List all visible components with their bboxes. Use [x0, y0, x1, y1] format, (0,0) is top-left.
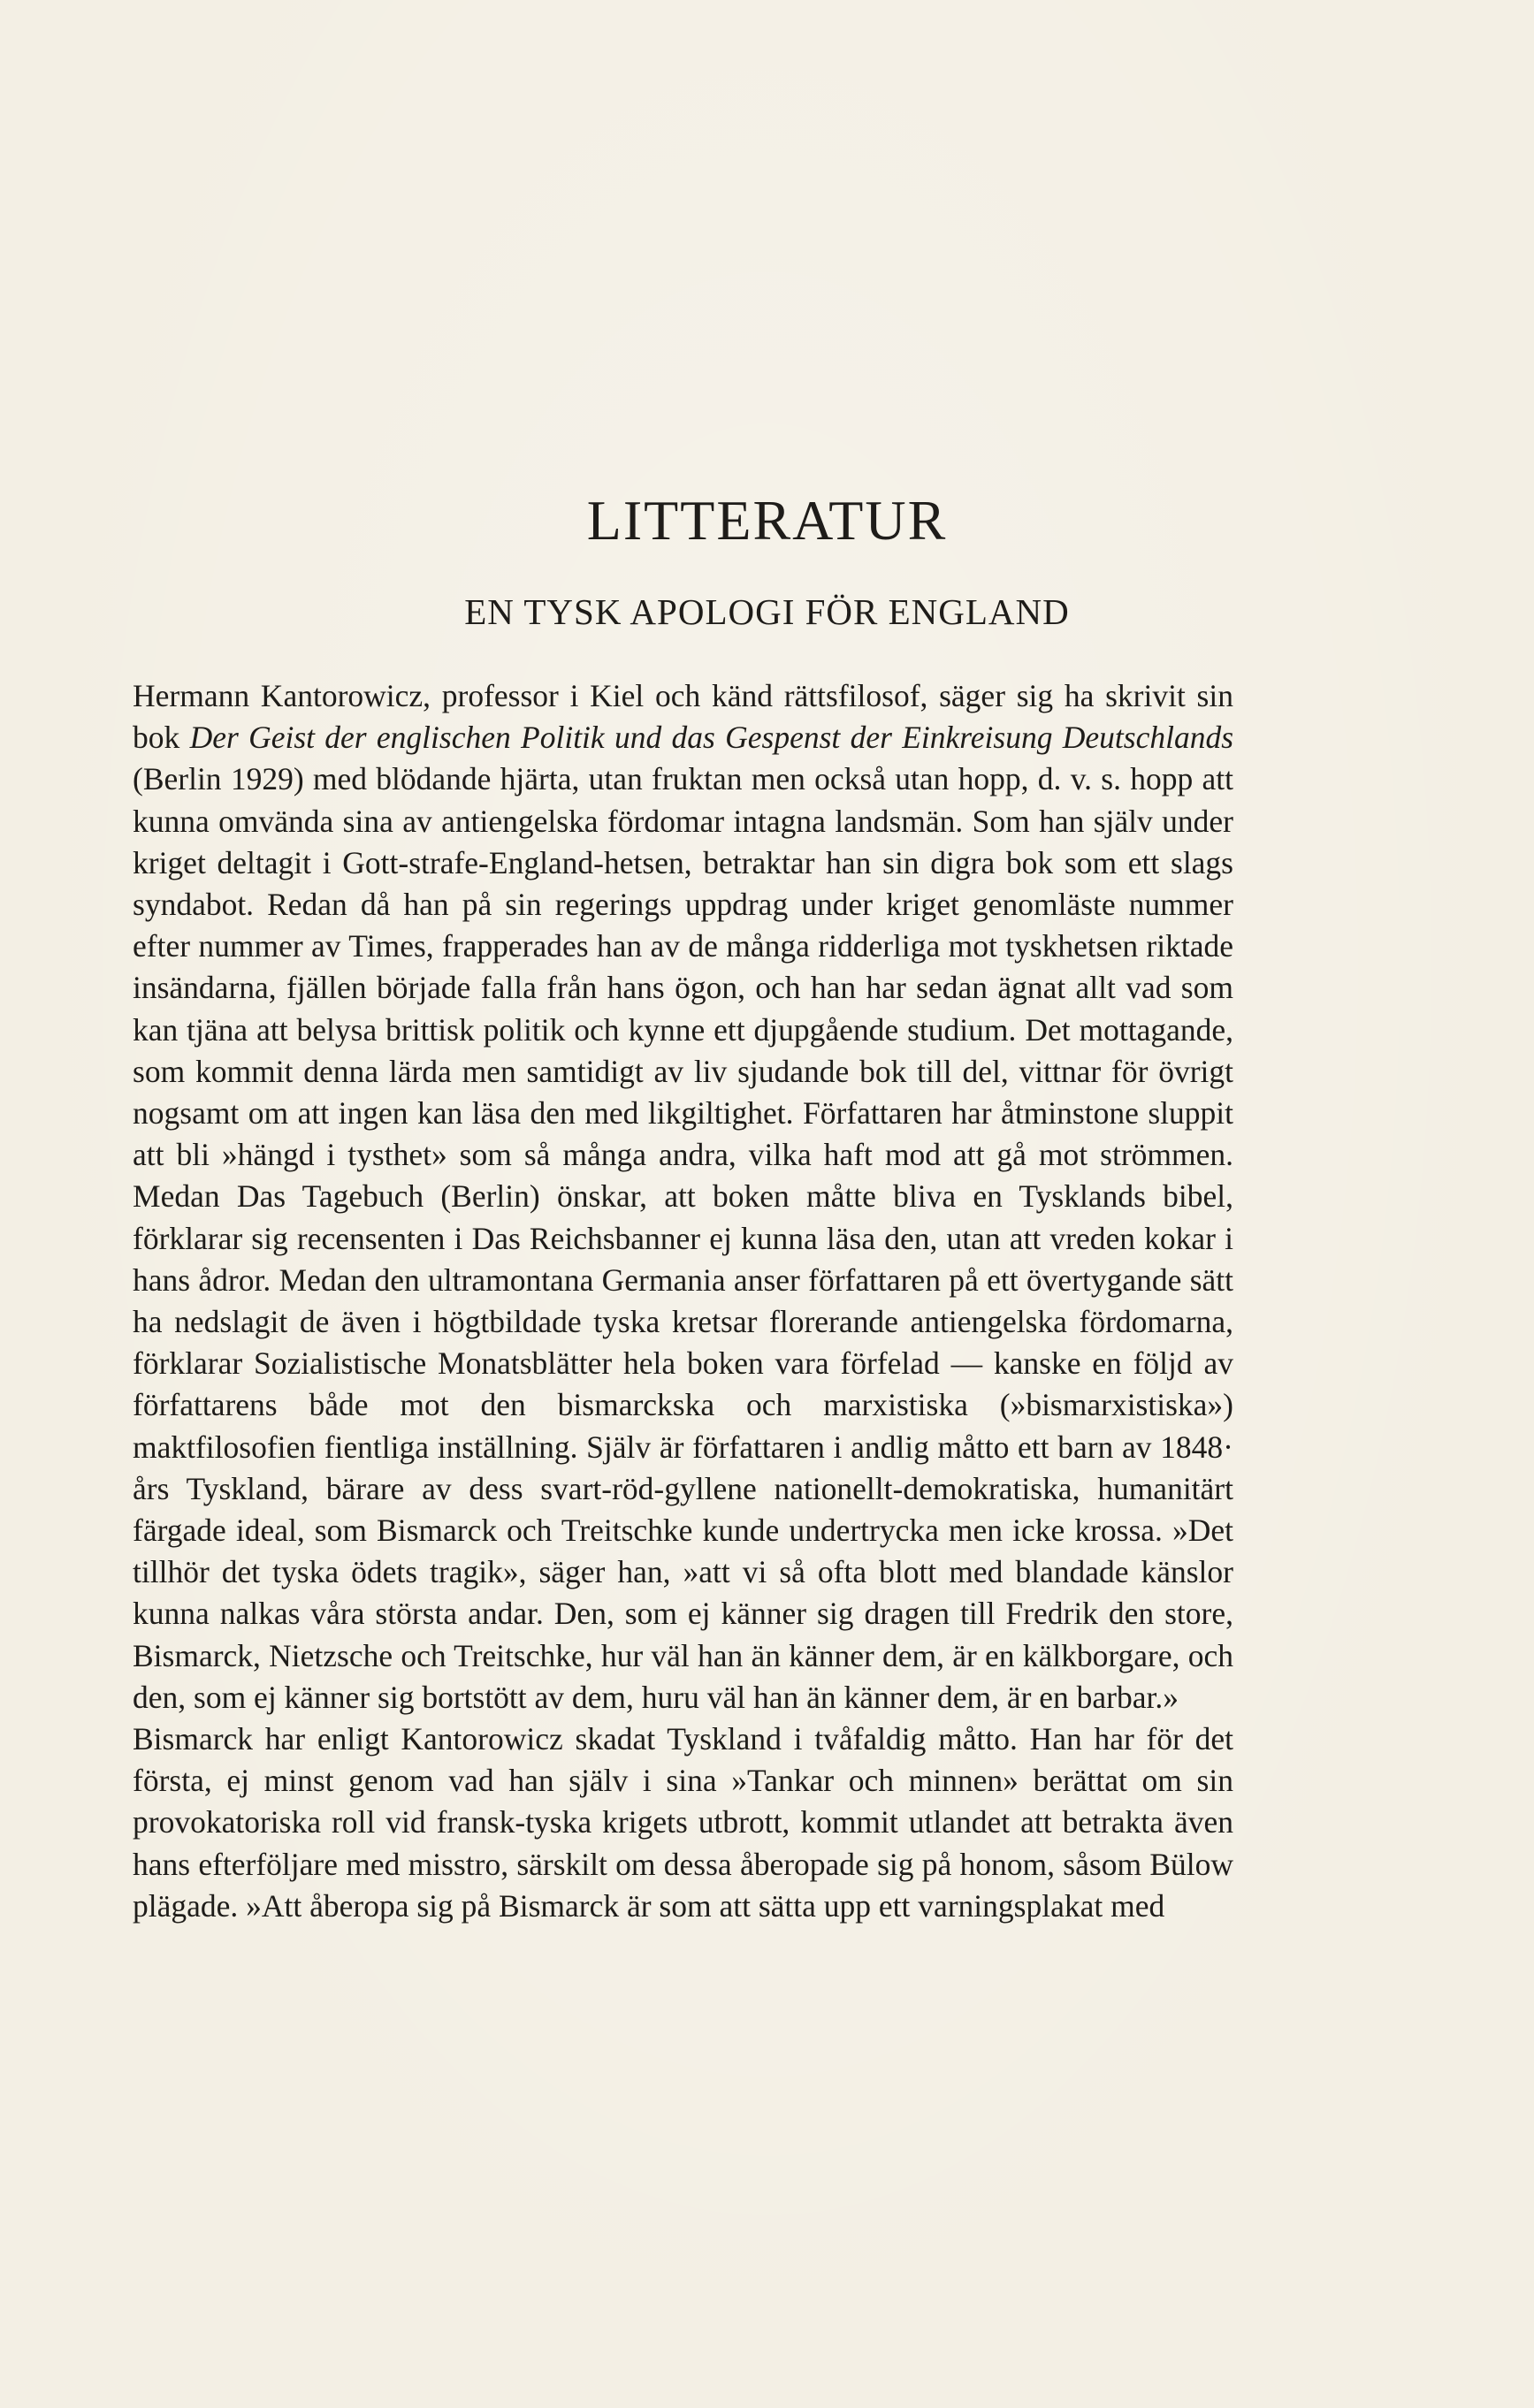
text-run: Bismarck har enligt Kantorowicz skadat Tyskland i tvåfaldig måtto. Han har för det första, ej minst genom vad han själv i sina »Tankar och minnen» berättat om sin provokatoriska roll vid fransk-tyska krigets utbrott, kommit utlandet att betrakta även hans efterföljare med misstro, särskilt om dessa åberopade sig på honom, såsom Bülow plägade. »Att åberopa sig på Bismarck är som att sätta upp ett varningsplakat med: [133, 1721, 1233, 1924]
text-run: (Berlin 1929) med blödande hjärta, utan fruktan men också utan hopp, d. v. s. hopp att kunna omvända sina av antiengelska fördomar intagna landsmän. Som han själv under kriget deltagit i Gott-strafe-England-hetsen, betraktar han sin digra bok som ett slags syndabot. Redan då han på sin regerings uppdrag under kriget genomläste nummer efter nummer av Times, frapperades han av de många ridderliga mot tyskhetsen riktade insändarna, fjällen började falla från hans ögon, och han har sedan ägnat allt vad som kan tjäna att belysa brittisk politik och kynne ett djupgående studium. Det mottagande, som kommit denna lärda men samtidigt av liv sjudande bok till del, vittnar för övrigt nogsamt om att ingen kan läsa den med likgiltighet. Författaren har åtminstone sluppit att bli »hängd i tysthet» som så många andra, vilka haft mod att gå mot strömmen. Medan Das Tagebuch (Berlin) önskar, att boken måtte bliva en Tysklands bibel, förklarar sig recensenten i Das Reichsbanner ej kunna läsa den, utan att vreden kokar i hans ådror. Medan den ultramontana Germania anser författaren på ett övertygande sätt ha nedslagit de även i högtbildade tyska kretsar florerande antiengelska fördomarna, förklarar Sozialistische Monatsblätter hela boken vara förfelad — kanske en följd av författarens både mot den bismarckska och marxistiska (»bismarxistiska») maktfilosofien fientliga inställning. Själv är författaren i andlig måtto ett barn av 1848· års Tyskland, bärare av dess svart-röd-gyllene nationellt-demokratiska, humanitärt färgade ideal, som Bismarck och Treitschke kunde undertrycka men icke krossa. »Det tillhör det tyska ödets tragik», säger han, »att vi så ofta blott med blandade känslor kunna nalkas våra största andar. Den, som ej känner sig dragen till Fredrik den store, Bismarck, Nietzsche och Treitschke, hur väl han än känner dem, är en kälkborgare, och den, som ej känner sig bortstött av dem, huru väl han än känner dem, är en barbar.»: [133, 761, 1233, 1715]
section-title: LITTERATUR: [586, 489, 948, 552]
text-run: Hermann Kantorowicz, professor i Kiel och känd rättsfilosof, säger sig ha skrivit sin bok: [133, 678, 1233, 756]
article-body: [133, 675, 1233, 1927]
article-title: EN TYSK APOLOGI FÖR ENGLAND: [464, 591, 1070, 632]
book-title: Der Geist der englischen Politik und das Gespenst der Einkreisung Deutschlands: [189, 720, 1234, 756]
paragraph: [133, 1718, 1233, 1927]
paragraph: [133, 675, 1233, 1718]
